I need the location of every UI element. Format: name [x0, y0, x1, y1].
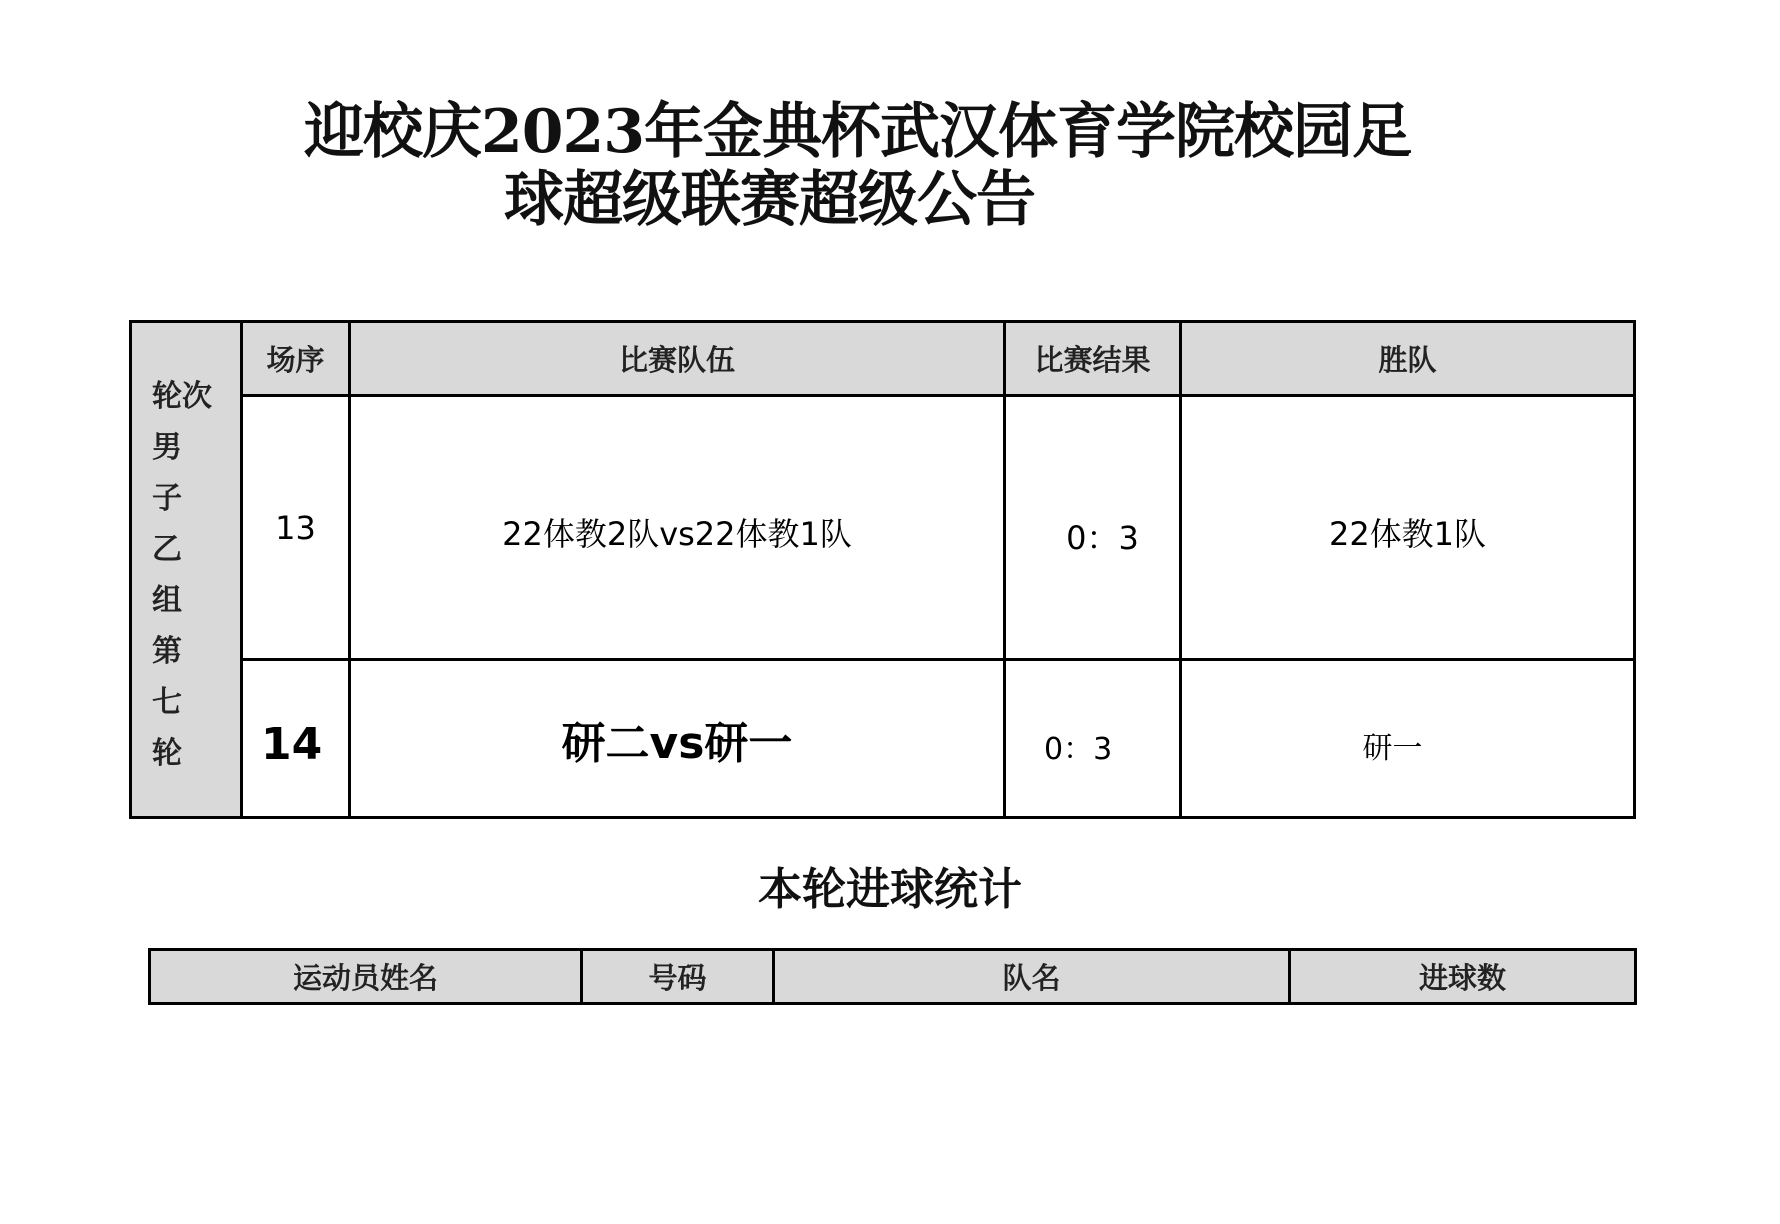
- teams-cell: 22体教2队vs22体教1队: [350, 396, 1005, 660]
- table-row: [131, 396, 1635, 660]
- round-char: 第: [152, 634, 182, 669]
- goal-stats-table: [148, 948, 1637, 1005]
- result-cell: 0：3: [1005, 396, 1181, 660]
- results-header-row: [131, 322, 1635, 396]
- page-title-line-2: 球超级联赛超级公告: [504, 165, 1035, 235]
- goal-stats-title: 本轮进球统计: [758, 864, 1022, 915]
- round-char: 子: [152, 481, 182, 516]
- round-label: 轮次: [152, 379, 212, 414]
- goal-stats-header-row: [150, 950, 1636, 1004]
- page-title-line-1: 迎校庆2023年金典杯武汉体育学院校园足: [304, 97, 1411, 167]
- match-no-cell: 14: [242, 660, 350, 818]
- header-player-number: 号码: [582, 950, 774, 1004]
- match-no-cell: 13: [242, 396, 350, 660]
- round-char: 乙: [152, 532, 182, 567]
- match-results-table: [129, 320, 1636, 819]
- round-char: 组: [152, 583, 182, 618]
- winner-cell: 研一: [1181, 660, 1635, 818]
- header-team-name: 队名: [774, 950, 1290, 1004]
- header-winner: 胜队: [1181, 322, 1635, 396]
- round-char: 轮: [152, 736, 182, 771]
- teams-cell: 研二vs研一: [350, 660, 1005, 818]
- header-result: 比赛结果: [1005, 322, 1181, 396]
- round-cell: [131, 322, 242, 818]
- header-player-name: 运动员姓名: [150, 950, 582, 1004]
- header-goals: 进球数: [1290, 950, 1636, 1004]
- header-match-no: 场序: [242, 322, 350, 396]
- round-char: 男: [152, 430, 182, 465]
- winner-cell: 22体教1队: [1181, 396, 1635, 660]
- result-cell: 0：3: [1005, 660, 1181, 818]
- round-char: 七: [152, 685, 182, 720]
- header-teams: 比赛队伍: [350, 322, 1005, 396]
- table-row: [131, 660, 1635, 818]
